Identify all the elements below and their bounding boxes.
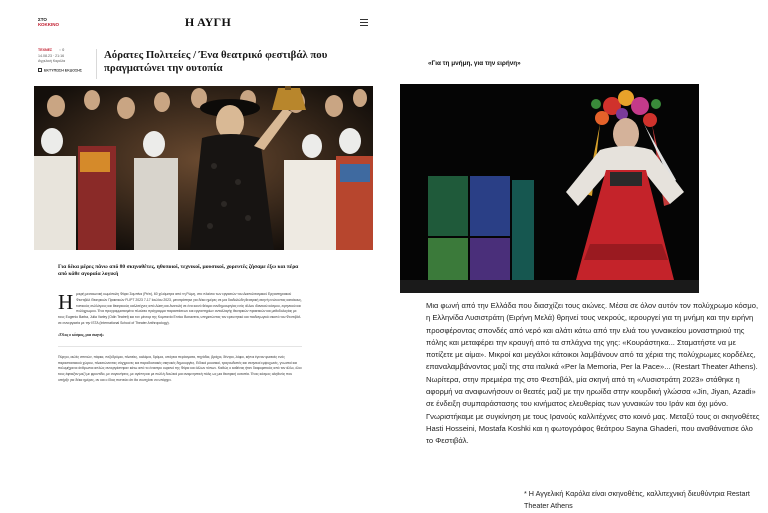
article-date: 14.08.23 · 21:16 (38, 53, 65, 58)
subheading-2: «Για τη μνήμη, για την ειρήνη» (428, 60, 521, 67)
comment-count: 0 (62, 48, 65, 52)
article-lead: Για δέκα μέρες πάνω από 80 σκηνοθέτες, ηθοποιοί, τεχνικοί, μουσικοί, χορευτές ζήσαμε έξω και πέρα από κάθε αγοραία λογική (58, 264, 299, 278)
print-icon (38, 68, 42, 72)
print-button[interactable] (38, 68, 90, 74)
meta-divider (96, 49, 97, 79)
drop-cap: Η (58, 290, 74, 314)
paragraph-1: μικρή μεσαιωνική κωμόπολη Φάρα Σαμπίνα (Ριέτι), 60 χιλιόμετρα από τη Ρώμη, στο πλαίσιο των εργασιών του Διαπολιτισμικού Εργαστηριακού Φεστιβάλ Θεατρικών Πρακτικών FLIPT 2023 7-17 Ιουλίου 2023, μετατράπηκε για δέκα ημέρες σε μια δαιδαλώδη θεατρική σκηνή ενώνοντας κατοίκους, τοπικούς συλλόγους και θεατρικούς καλλιτέχνες από Δύση και Ανατολή σε ένα κοινό θέαμα συνδημιουργίας ενός άλλου ιδανικού κόσμου, ειρηνικού και πολύχρωμου. Ένα προγραμματισμένο πλούσιο πρόγραμμα παραστάσεων και εργαστηρίων ανταλλαγής θεατρικών πρακτικών και μεθοδολογίας με τους Eugenio Barba, Julia Varley (Odin Teatret) και τον μέντορ της Κομπανία Enrico Bonavera, υπηρετώντας τον ερευνητικό και παιδαγωγικό σκοπό του Φεστιβάλ σε συνεργασία με την ISTA (International School of Theater Anthropology). (58, 292, 302, 325)
print-label: ΕΚΤΥΠΩΣΗ ΕΚΔΟΣΗΣ (44, 68, 82, 72)
festival-crowd-photo (34, 86, 373, 250)
author-footnote: * Η Αγγελική Καρόλα είναι σκηνοθέτις, καλλιτεχνική διευθύντρια Restart Theater Athens (524, 489, 750, 510)
article-author[interactable]: Αγγελική Καρόλα (38, 59, 66, 63)
paragraph-2: Πύργοι, αυλές σπιτιών, πάρκα, πεζοδρόμια, πλατείες, καλάμια, δρόμοι, υπόγεια περάσματα, πηγάδια, βράχοι, δέντρα, λόφοι, κήποι έγιναν φυσικές ενός παραστασιακού χώρου, πλαισιώνοντας σύγχρονες και παραδοσιακές σκηνικές δημιουργίες. Ειδικοί μουσικοί, τραγουδιστές και σκηνικοί εμψυχωτές, γνωστοί και πολυμήχανοι άνθρωποι απλώς συνεργάστηκαν κάτω από το έναστρο ουρανό της Φάρα και άλλων τόπων. Καθώς ο καθένας ήταν διαφορετικός από τον άλλο, όλοι τους έφτιαξαν μαζί με φροντίδα, με συγκινήσεις, με αγάπη και με πολλή δουλειά μια αναμνηστική πόλη ως μια θεατρική ουτοπία. Ένας κόσμος αληθινός που υπήρξε για δέκα ημέρες, αν και ο ίδιος πιστεύει ότι θα συνεχίσει να υπάρχει. (58, 354, 302, 382)
section-tag[interactable]: ΤΕΧΝΕΣ (38, 48, 53, 52)
logo-line-1: ΣΤΟ (38, 17, 47, 22)
subheading-1: «Όλος ο κόσμος, μια σκηνή» (58, 332, 105, 337)
article-body-left (58, 292, 302, 384)
comment-icon[interactable]: ◌ 0 (59, 48, 65, 52)
article-meta (38, 48, 90, 74)
logo-line-2: ΚΟΚΚΙΝΟ (38, 22, 60, 27)
newspaper-masthead[interactable]: Η ΑΥΓΗ (184, 15, 232, 29)
performer-photo (400, 84, 699, 293)
article-page-right (384, 0, 768, 513)
article-body-right: Μια φωνή από την Ελλάδα που διασχίζει τους αιώνες. Μέσα σε όλον αυτόν τον πολύχρωμο κόσμο, η Ελληνίδα Λυσιστράτη (Ειρήνη Μελά) θρηνεί τους νεκρούς, ιερουργεί για τη μνήμη και την ειρήνη προσφέροντας σπονδές από νερό και αλάτι κάτω από την ελιά του γυναικείου μοναστηριού της πόλης και μεταφέρει την κραυγή από τα σπλάχνα της γης: «Κουράστηκα... Σταματήστε να με ποτίζετε με αίμα». Μικροί και μεγάλοι κάτοικοι λαμβάνουν από τα χέρια της πολύχρωμες κορδέλες, επαναλαμβάνοντας μαζί της στα ιταλικά «Per la Memoria, Per la Pace»... (Restart Theater Athens). Νωρίτερα, στην πρεμιέρα της στο Φεστιβάλ, μία σκηνή από τη «Λυσιστράτη 2023» στάθηκε η αφορμή να αναφωνήσουν οι θεατές μαζί με την ηρωίδα στην κουρδική γλώσσα «Jin, Jiyan, Azadi» σε ένδειξη συμπαράστασης του κινήματος ελευθερίας των γυναικών του Ιράν και όχι μόνο. Γνωριστήκαμε με συγκίνηση με τους Ιρανούς καλλιτέχνες στο κοινό μας. Μεταξύ τους οι σκηνοθέτες Hasti Hosseini, Mostafa Koshki και η φωτογράφος θεάτρου Sayna Ghaderi, που αναθάνατισε όλο το Φεστιβάλ. (426, 301, 760, 446)
hamburger-menu-icon[interactable] (360, 19, 368, 26)
article-title: Αόρατες Πολιτείες / Ένα θεατρικό φεστιβάλ που πραγματώνει την ουτοπία (104, 49, 328, 74)
site-header (38, 15, 373, 31)
site-logo[interactable] (38, 17, 62, 27)
section-divider (58, 346, 302, 347)
